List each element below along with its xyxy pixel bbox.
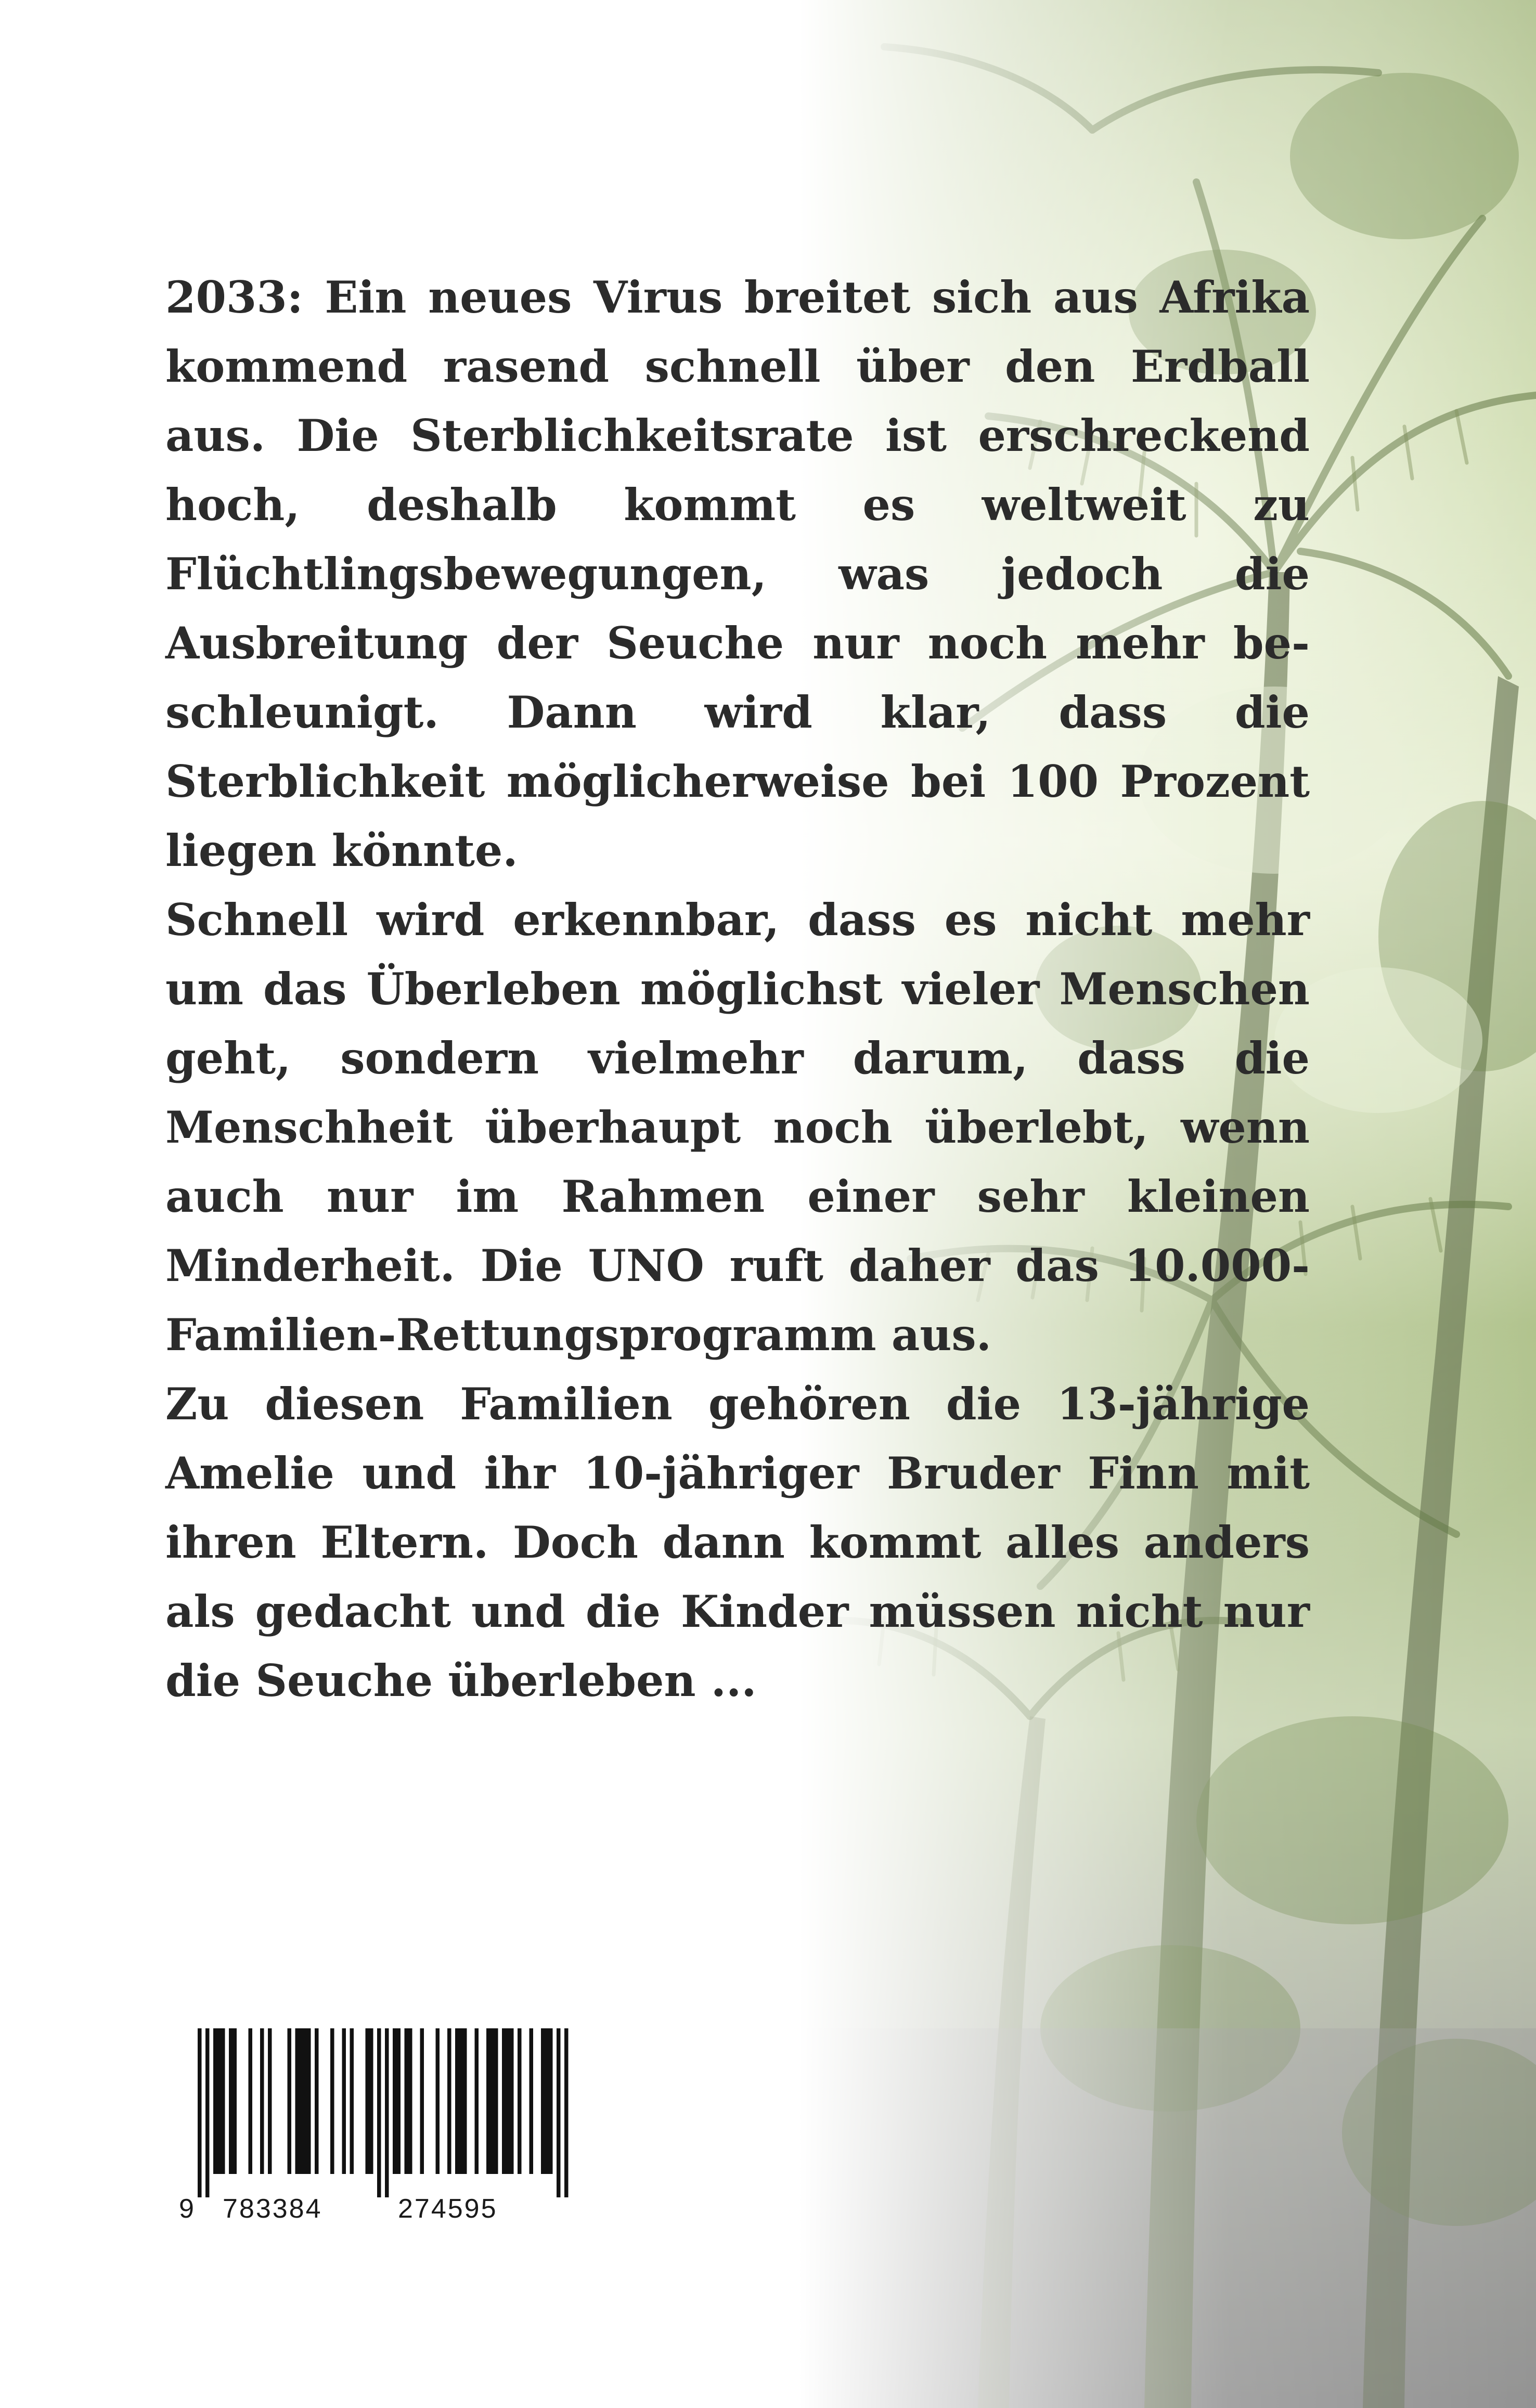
barcode-bar [557, 2028, 561, 2197]
barcode-bar [249, 2028, 253, 2174]
barcode-bar [260, 2028, 264, 2174]
barcode-bar [564, 2028, 569, 2197]
blurb-paragraph-3: Zu diesen Familien gehören die 13-jährige Amelie und ihr 10-jähriger Bruder Finn mit ihren Eltern. Doch dann kommt alles anders als gedacht und die Kinder müssen nicht nur die Seuche überleben ... [165, 1378, 1310, 1706]
barcode-bar [366, 2028, 373, 2174]
isbn-lead-digit: 9 [179, 2194, 196, 2224]
barcode-bar [385, 2028, 389, 2197]
barcode-bar [205, 2028, 210, 2197]
blurb-text [165, 263, 1310, 1715]
barcode-bar [315, 2028, 319, 2174]
barcode-bar [198, 2028, 202, 2197]
isbn-right-group: 274595 [398, 2194, 498, 2224]
barcode-bar [295, 2028, 311, 2174]
barcode-bar [229, 2028, 237, 2174]
barcode-bar [502, 2028, 514, 2174]
barcode-bar [530, 2028, 534, 2174]
blurb-paragraph-1: 2033: Ein neues Virus breitet sich aus Afrika kommend rasend schnell über den Erdball aus. Die Sterblichkeitsrate ist erschreckend hoch, deshalb kommt es weltweit zu Flüchtlingsbewegungen, was jedoch die Ausbreitung der Seuche nur noch mehr beschleunigt. Dann wird klar, dass die Sterblichkeit möglicherweise bei 100 Prozent liegen könnte. [165, 271, 1310, 876]
barcode-bar [393, 2028, 401, 2174]
blurb-paragraph-2: Schnell wird erkennbar, dass es nicht mehr um das Überleben möglichst vieler Menschen geht, sondern vielmehr darum, dass die Menschheit überhaupt noch überlebt, wenn auch nur im Rahmen einer sehr kleinen Minderheit. Die UNO ruft daher das 10.000-Familien-Rettungsprogramm aus. [165, 894, 1310, 1361]
barcode-bar [350, 2028, 354, 2174]
barcode-bar [213, 2028, 225, 2174]
barcode-bar [288, 2028, 292, 2174]
barcode-bar [518, 2028, 522, 2174]
barcode-bar [447, 2028, 451, 2174]
barcode-bars [166, 2018, 588, 2205]
barcode-bar [455, 2028, 467, 2174]
barcode-bar [268, 2028, 272, 2174]
barcode-bar [541, 2028, 553, 2174]
barcode-bar [342, 2028, 346, 2174]
barcode-bar [330, 2028, 334, 2174]
isbn-barcode [166, 2018, 588, 2236]
isbn-left-group: 783384 [223, 2194, 322, 2224]
barcode-bar [436, 2028, 440, 2174]
barcode-bar [486, 2028, 498, 2174]
barcode-bar [475, 2028, 479, 2174]
barcode-bar [377, 2028, 381, 2197]
barcode-bar [405, 2028, 412, 2174]
barcode-bar [420, 2028, 424, 2174]
